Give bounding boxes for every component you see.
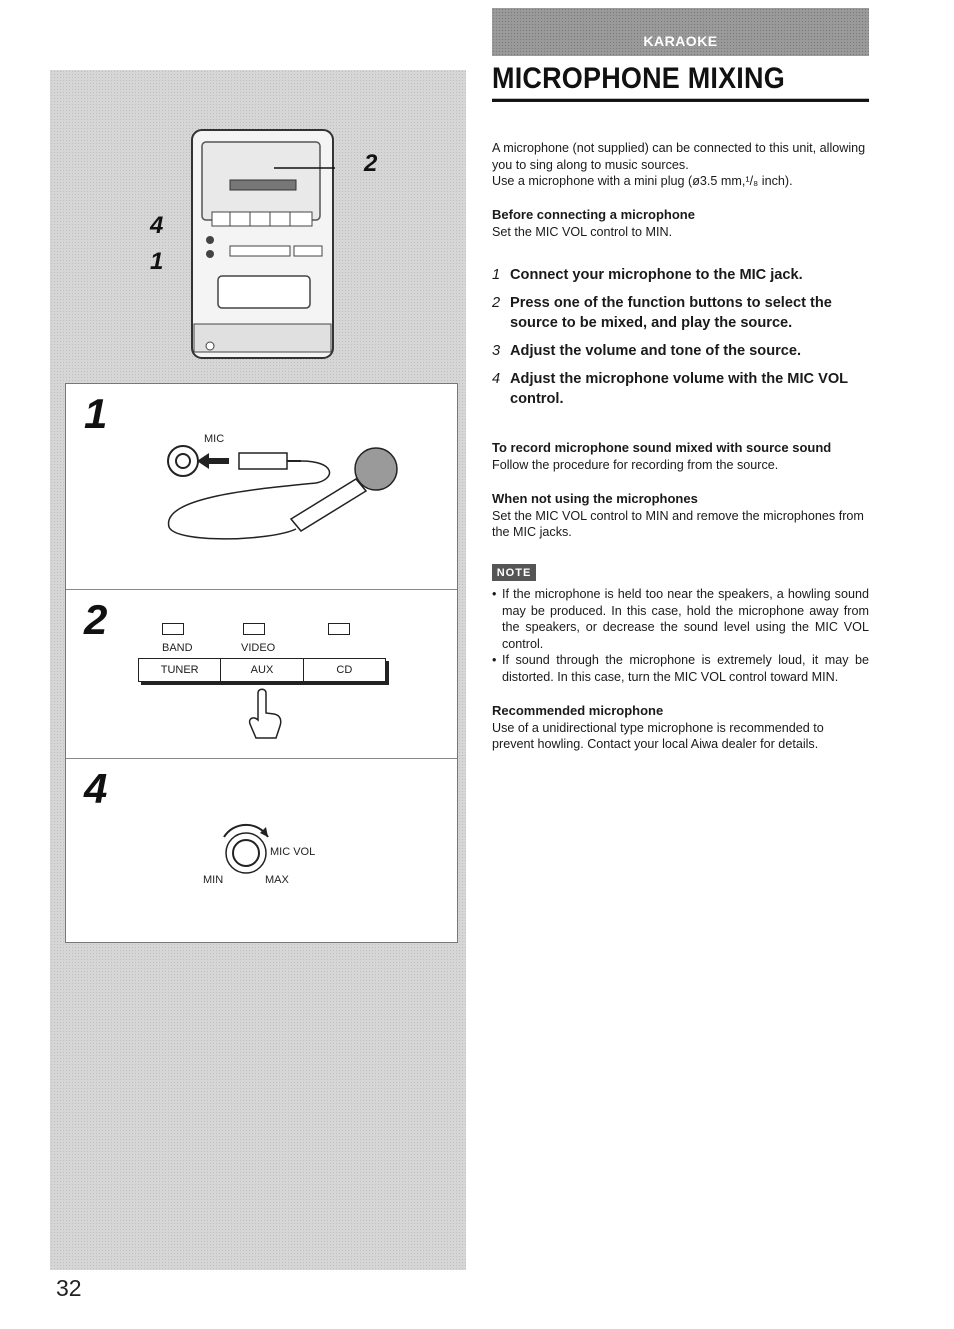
band-label: BAND bbox=[162, 642, 193, 654]
record-section bbox=[492, 440, 869, 473]
section-header-band bbox=[492, 8, 869, 56]
stereo-unit-illustration bbox=[190, 128, 335, 363]
pressing-finger-icon bbox=[246, 688, 286, 743]
page-number: 32 bbox=[56, 1275, 82, 1301]
tuner-button: TUNER bbox=[139, 659, 221, 681]
recommended-section bbox=[492, 703, 869, 753]
instruction-text: Adjust the volume and tone of the source. bbox=[510, 343, 802, 359]
instruction-step-2 bbox=[492, 294, 869, 333]
record-heading: To record microphone sound mixed with source sound bbox=[492, 440, 832, 455]
function-buttons bbox=[138, 658, 386, 682]
video-label: VIDEO bbox=[241, 642, 276, 654]
step-1-label: 1 bbox=[84, 390, 108, 437]
microphone-icon bbox=[161, 439, 421, 554]
cd-button: CD bbox=[336, 664, 353, 676]
step-1-illustration bbox=[66, 384, 457, 590]
instruction-text: Connect your microphone to the MIC jack. bbox=[510, 267, 803, 283]
instruction-number: 3 bbox=[492, 343, 501, 359]
step-illustrations bbox=[65, 383, 458, 943]
not-using-text: Set the MIC VOL control to MIN and remove the microphones from the MIC jacks. bbox=[492, 508, 864, 539]
note-bullet-1 bbox=[492, 586, 869, 652]
callout-2: 2 bbox=[364, 150, 378, 177]
video-button-icon bbox=[243, 623, 265, 635]
instruction-text: Press one of the function buttons to select the source to be mixed, and play the source. bbox=[510, 295, 832, 331]
step-2-illustration bbox=[66, 590, 457, 759]
instruction-number: 1 bbox=[492, 267, 501, 283]
intro-line-2: Use a microphone with a mini plug (ø3.5 mm,¹/₈ inch). bbox=[492, 174, 793, 188]
before-connecting bbox=[492, 207, 869, 240]
mic-vol-knob-icon bbox=[216, 819, 276, 879]
instruction-text: Adjust the microphone volume with the MIC VOL control. bbox=[510, 371, 848, 407]
mic-vol-label: MIC VOL bbox=[270, 846, 316, 858]
section-label: KARAOKE bbox=[643, 33, 718, 49]
callout-1: 1 bbox=[150, 248, 164, 275]
note-bullet-text: If sound through the microphone is extremely loud, it may be distorted. In this case, turn the MIC VOL control toward MIN. bbox=[502, 653, 869, 684]
mic-jack-label: MIC bbox=[204, 433, 225, 445]
step-4-illustration bbox=[66, 759, 457, 942]
note-bullet-2 bbox=[492, 652, 869, 685]
not-using-heading: When not using the microphones bbox=[492, 491, 698, 506]
callout-4: 4 bbox=[150, 212, 164, 239]
max-label: MAX bbox=[265, 874, 289, 886]
step-2-label: 2 bbox=[84, 596, 108, 643]
not-using-section bbox=[492, 491, 869, 541]
before-text: Set the MIC VOL control to MIN. bbox=[492, 224, 673, 239]
instruction-number: 2 bbox=[492, 295, 501, 311]
intro-line-1: A microphone (not supplied) can be connected to this unit, allowing you to sing along to music sources. bbox=[492, 141, 866, 172]
before-heading: Before connecting a microphone bbox=[492, 207, 695, 222]
bullet-dot: • bbox=[492, 653, 497, 667]
intro-text bbox=[492, 140, 869, 190]
step-4-label: 4 bbox=[84, 765, 108, 812]
recommended-text: Use of a unidirectional type microphone is recommended to prevent howling. Contact your local Aiwa dealer for details. bbox=[492, 720, 824, 751]
record-text: Follow the procedure for recording from the source. bbox=[492, 457, 779, 472]
bullet-dot: • bbox=[492, 587, 497, 601]
instruction-step-3 bbox=[492, 342, 869, 362]
instruction-step-4 bbox=[492, 370, 869, 409]
band-button-icon bbox=[162, 623, 184, 635]
note-badge: NOTE bbox=[492, 564, 536, 581]
page-title: MICROPHONE MIXING bbox=[492, 62, 869, 102]
instruction-number: 4 bbox=[492, 371, 501, 387]
note-bullet-text: If the microphone is held too near the speakers, a howling sound may be produced. In this case, hold the microphone away from the speakers, or decrease the sound level using the MIC VOL control. bbox=[502, 587, 869, 651]
min-label: MIN bbox=[203, 874, 224, 886]
recommended-heading: Recommended microphone bbox=[492, 703, 664, 718]
cd-button-icon bbox=[328, 623, 350, 635]
instruction-step-1 bbox=[492, 266, 869, 286]
aux-button: AUX bbox=[221, 659, 303, 681]
